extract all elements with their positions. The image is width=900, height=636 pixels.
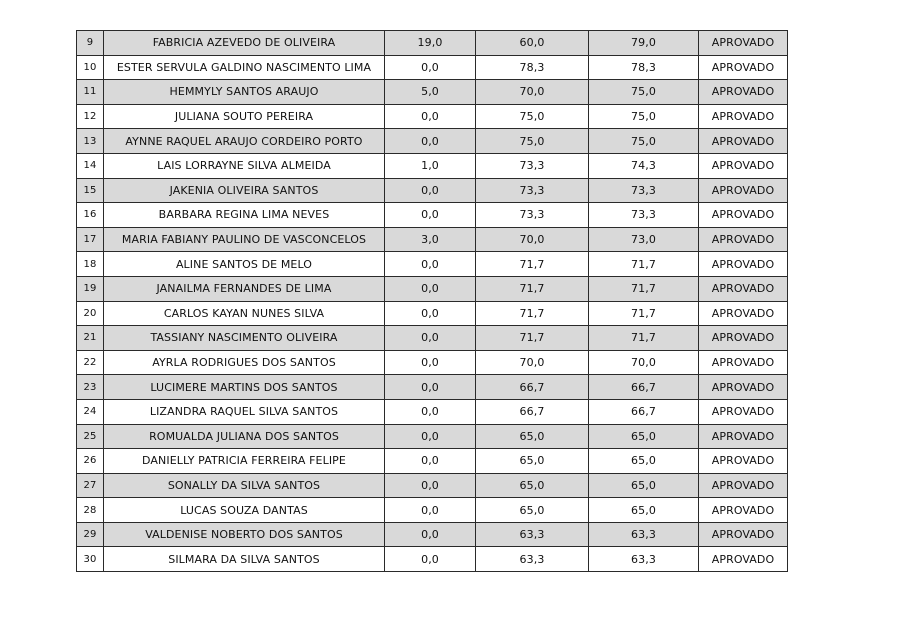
score-b-cell: 73,3 (476, 178, 589, 203)
table-row (77, 129, 788, 154)
row-number-cell: 28 (77, 498, 104, 523)
total-score-cell: 73,0 (589, 227, 699, 252)
score-b-cell: 75,0 (476, 129, 589, 154)
row-number-cell: 24 (77, 399, 104, 424)
table-row (77, 350, 788, 375)
table-row (77, 227, 788, 252)
status-cell: APROVADO (699, 301, 788, 326)
score-b-cell: 71,7 (476, 301, 589, 326)
row-number-cell: 18 (77, 252, 104, 277)
table-row (77, 473, 788, 498)
status-cell: APROVADO (699, 473, 788, 498)
score-b-cell: 71,7 (476, 326, 589, 351)
candidate-name-cell: FABRICIA AZEVEDO DE OLIVEIRA (104, 31, 385, 56)
total-score-cell: 65,0 (589, 473, 699, 498)
row-number-cell: 15 (77, 178, 104, 203)
score-a-cell: 0,0 (385, 350, 476, 375)
candidate-name-cell: LUCAS SOUZA DANTAS (104, 498, 385, 523)
row-number-cell: 22 (77, 350, 104, 375)
candidate-name-cell: CARLOS KAYAN NUNES SILVA (104, 301, 385, 326)
table-row (77, 498, 788, 523)
table-row (77, 55, 788, 80)
score-b-cell: 65,0 (476, 473, 589, 498)
table-row (77, 547, 788, 572)
candidate-name-cell: LUCIMERE MARTINS DOS SANTOS (104, 375, 385, 400)
score-b-cell: 66,7 (476, 399, 589, 424)
status-cell: APROVADO (699, 55, 788, 80)
score-a-cell: 19,0 (385, 31, 476, 56)
candidate-name-cell: SONALLY DA SILVA SANTOS (104, 473, 385, 498)
total-score-cell: 63,3 (589, 547, 699, 572)
score-a-cell: 0,0 (385, 547, 476, 572)
total-score-cell: 74,3 (589, 153, 699, 178)
candidate-name-cell: VALDENISE NOBERTO DOS SANTOS (104, 522, 385, 547)
score-a-cell: 0,0 (385, 104, 476, 129)
table-row (77, 449, 788, 474)
row-number-cell: 16 (77, 203, 104, 228)
table-row (77, 80, 788, 105)
row-number-cell: 29 (77, 522, 104, 547)
row-number-cell: 25 (77, 424, 104, 449)
row-number-cell: 30 (77, 547, 104, 572)
status-cell: APROVADO (699, 350, 788, 375)
score-a-cell: 0,0 (385, 129, 476, 154)
table-row (77, 399, 788, 424)
row-number-cell: 20 (77, 301, 104, 326)
score-a-cell: 0,0 (385, 424, 476, 449)
total-score-cell: 79,0 (589, 31, 699, 56)
status-cell: APROVADO (699, 399, 788, 424)
status-cell: APROVADO (699, 178, 788, 203)
row-number-cell: 13 (77, 129, 104, 154)
score-a-cell: 0,0 (385, 498, 476, 523)
candidate-name-cell: ALINE SANTOS DE MELO (104, 252, 385, 277)
score-b-cell: 65,0 (476, 498, 589, 523)
row-number-cell: 23 (77, 375, 104, 400)
score-a-cell: 0,0 (385, 522, 476, 547)
score-b-cell: 60,0 (476, 31, 589, 56)
row-number-cell: 11 (77, 80, 104, 105)
score-a-cell: 0,0 (385, 473, 476, 498)
status-cell: APROVADO (699, 153, 788, 178)
candidate-name-cell: TASSIANY NASCIMENTO OLIVEIRA (104, 326, 385, 351)
score-a-cell: 0,0 (385, 326, 476, 351)
total-score-cell: 73,3 (589, 203, 699, 228)
total-score-cell: 75,0 (589, 129, 699, 154)
total-score-cell: 75,0 (589, 104, 699, 129)
score-a-cell: 0,0 (385, 55, 476, 80)
status-cell: APROVADO (699, 252, 788, 277)
table-row (77, 153, 788, 178)
status-cell: APROVADO (699, 31, 788, 56)
table-row (77, 203, 788, 228)
table-row (77, 301, 788, 326)
status-cell: APROVADO (699, 449, 788, 474)
score-b-cell: 73,3 (476, 203, 589, 228)
score-b-cell: 63,3 (476, 547, 589, 572)
score-b-cell: 70,0 (476, 227, 589, 252)
score-a-cell: 0,0 (385, 449, 476, 474)
candidate-name-cell: DANIELLY PATRICIA FERREIRA FELIPE (104, 449, 385, 474)
status-cell: APROVADO (699, 227, 788, 252)
status-cell: APROVADO (699, 276, 788, 301)
score-a-cell: 0,0 (385, 399, 476, 424)
score-a-cell: 0,0 (385, 375, 476, 400)
score-a-cell: 3,0 (385, 227, 476, 252)
total-score-cell: 71,7 (589, 326, 699, 351)
candidate-name-cell: JANAILMA FERNANDES DE LIMA (104, 276, 385, 301)
table-row (77, 252, 788, 277)
total-score-cell: 71,7 (589, 252, 699, 277)
row-number-cell: 10 (77, 55, 104, 80)
table-row (77, 424, 788, 449)
candidate-name-cell: MARIA FABIANY PAULINO DE VASCONCELOS (104, 227, 385, 252)
score-a-cell: 0,0 (385, 178, 476, 203)
candidate-name-cell: AYNNE RAQUEL ARAUJO CORDEIRO PORTO (104, 129, 385, 154)
results-table (76, 30, 788, 572)
score-b-cell: 71,7 (476, 252, 589, 277)
table-row (77, 276, 788, 301)
table-row (77, 31, 788, 56)
candidate-name-cell: SILMARA DA SILVA SANTOS (104, 547, 385, 572)
total-score-cell: 78,3 (589, 55, 699, 80)
score-a-cell: 0,0 (385, 203, 476, 228)
score-b-cell: 71,7 (476, 276, 589, 301)
total-score-cell: 65,0 (589, 424, 699, 449)
table-row (77, 178, 788, 203)
candidate-name-cell: BARBARA REGINA LIMA NEVES (104, 203, 385, 228)
row-number-cell: 27 (77, 473, 104, 498)
status-cell: APROVADO (699, 129, 788, 154)
table-row (77, 326, 788, 351)
score-a-cell: 0,0 (385, 301, 476, 326)
candidate-name-cell: ROMUALDA JULIANA DOS SANTOS (104, 424, 385, 449)
total-score-cell: 71,7 (589, 301, 699, 326)
results-table-body (77, 31, 788, 572)
status-cell: APROVADO (699, 375, 788, 400)
total-score-cell: 65,0 (589, 449, 699, 474)
score-b-cell: 63,3 (476, 522, 589, 547)
status-cell: APROVADO (699, 424, 788, 449)
score-b-cell: 66,7 (476, 375, 589, 400)
score-a-cell: 1,0 (385, 153, 476, 178)
score-b-cell: 78,3 (476, 55, 589, 80)
row-number-cell: 9 (77, 31, 104, 56)
row-number-cell: 12 (77, 104, 104, 129)
status-cell: APROVADO (699, 203, 788, 228)
total-score-cell: 75,0 (589, 80, 699, 105)
total-score-cell: 66,7 (589, 375, 699, 400)
candidate-name-cell: AYRLA RODRIGUES DOS SANTOS (104, 350, 385, 375)
candidate-name-cell: LAIS LORRAYNE SILVA ALMEIDA (104, 153, 385, 178)
total-score-cell: 73,3 (589, 178, 699, 203)
status-cell: APROVADO (699, 80, 788, 105)
score-b-cell: 65,0 (476, 449, 589, 474)
score-a-cell: 5,0 (385, 80, 476, 105)
total-score-cell: 71,7 (589, 276, 699, 301)
row-number-cell: 14 (77, 153, 104, 178)
total-score-cell: 70,0 (589, 350, 699, 375)
score-b-cell: 70,0 (476, 350, 589, 375)
score-b-cell: 70,0 (476, 80, 589, 105)
row-number-cell: 19 (77, 276, 104, 301)
row-number-cell: 17 (77, 227, 104, 252)
score-b-cell: 65,0 (476, 424, 589, 449)
score-a-cell: 0,0 (385, 276, 476, 301)
status-cell: APROVADO (699, 522, 788, 547)
candidate-name-cell: HEMMYLY SANTOS ARAUJO (104, 80, 385, 105)
score-b-cell: 75,0 (476, 104, 589, 129)
candidate-name-cell: LIZANDRA RAQUEL SILVA SANTOS (104, 399, 385, 424)
table-row (77, 104, 788, 129)
status-cell: APROVADO (699, 547, 788, 572)
total-score-cell: 66,7 (589, 399, 699, 424)
row-number-cell: 26 (77, 449, 104, 474)
candidate-name-cell: JULIANA SOUTO PEREIRA (104, 104, 385, 129)
row-number-cell: 21 (77, 326, 104, 351)
total-score-cell: 63,3 (589, 522, 699, 547)
status-cell: APROVADO (699, 498, 788, 523)
status-cell: APROVADO (699, 104, 788, 129)
score-b-cell: 73,3 (476, 153, 589, 178)
total-score-cell: 65,0 (589, 498, 699, 523)
score-a-cell: 0,0 (385, 252, 476, 277)
status-cell: APROVADO (699, 326, 788, 351)
candidate-name-cell: JAKENIA OLIVEIRA SANTOS (104, 178, 385, 203)
table-row (77, 522, 788, 547)
table-row (77, 375, 788, 400)
candidate-name-cell: ESTER SERVULA GALDINO NASCIMENTO LIMA (104, 55, 385, 80)
